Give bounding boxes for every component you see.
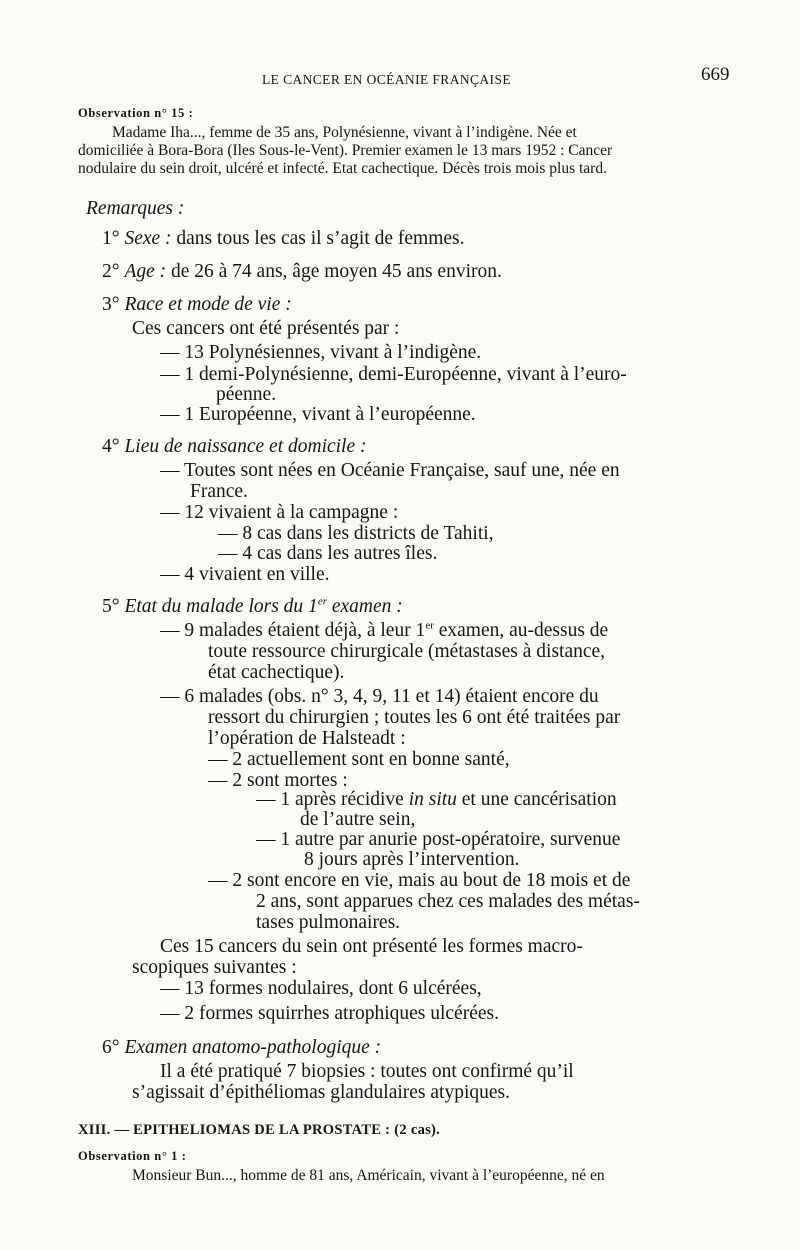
item-line: de l’autre sein,: [300, 809, 416, 830]
item-line: l’opération de Halsteadt :: [208, 728, 406, 749]
item-title: Examen anatomo-pathologique :: [124, 1037, 382, 1058]
item-line: — 9 malades étaient déjà, à leur 1er examen, au-dessus de: [160, 619, 609, 641]
observation-line: domiciliée à Bora-Bora (Iles Sous-le-Vent). Premier examen le 13 mars 1952 : Cancer: [78, 142, 613, 159]
observation-label: Observation n° 15 :: [78, 106, 194, 120]
item-line: — 1 demi-Polynésienne, demi-Européenne, vivant à l’euro-: [160, 364, 627, 385]
item-line: — 12 vivaient à la campagne :: [160, 502, 399, 523]
observation-line: nodulaire du sein droit, ulcéré et infecté. Etat cachectique. Décès trois mois plus tard.: [78, 160, 607, 177]
item-line: — 1 après récidive in situ et une cancérisation: [256, 789, 617, 810]
section-heading: XIII. — EPITHELIOMAS DE LA PROSTATE : (2 cas).: [78, 1122, 441, 1138]
remark-item: [102, 596, 403, 618]
item-title: Age :: [124, 261, 167, 282]
item-line: Ces 15 cancers du sein ont présenté les formes macro-: [160, 936, 583, 957]
item-line: 8 jours après l’intervention.: [304, 849, 520, 870]
item-line: ressort du chirurgien ; toutes les 6 ont été traitées par: [208, 707, 621, 728]
item-text: de 26 à 74 ans, âge moyen 45 ans environ.: [166, 261, 502, 282]
item-line: — 1 Européenne, vivant à l’européenne.: [160, 404, 476, 425]
item-number: 3°: [102, 294, 120, 315]
remark-item: [102, 294, 292, 316]
item-line: — 8 cas dans les districts de Tahiti,: [218, 523, 494, 544]
page-number: 669: [701, 64, 730, 85]
item-line: état cachectique).: [208, 662, 345, 683]
item-line: Il a été pratiqué 7 biopsies : toutes ont confirmé qu’il: [160, 1061, 574, 1082]
item-line: — 13 formes nodulaires, dont 6 ulcérées,: [160, 978, 482, 999]
item-number: 5°: [102, 596, 120, 617]
item-title: Sexe :: [124, 228, 172, 249]
item-line: s’agissait d’épithéliomas glandulaires atypiques.: [132, 1082, 510, 1103]
item-title: Etat du malade lors du 1er examen :: [124, 595, 403, 617]
item-line: 2 ans, sont apparues chez ces malades des métas-: [256, 891, 640, 912]
item-line: — 4 vivaient en ville.: [160, 564, 330, 585]
item-number: 6°: [102, 1037, 120, 1058]
item-line: — Toutes sont nées en Océanie Française, sauf une, née en: [160, 460, 620, 481]
item-line: péenne.: [216, 384, 277, 405]
observation-line: Madame Iha..., femme de 35 ans, Polynésienne, vivant à l’indigène. Née et: [112, 124, 577, 141]
running-title: LE CANCER EN OCÉANIE FRANÇAISE: [262, 72, 512, 87]
observation-line: Monsieur Bun..., homme de 81 ans, Américain, vivant à l’européenne, né en: [132, 1167, 605, 1184]
item-line: — 13 Polynésiennes, vivant à l’indigène.: [160, 342, 482, 363]
item-line: — 2 sont mortes :: [208, 770, 348, 791]
item-text: dans tous les cas il s’agit de femmes.: [171, 228, 465, 249]
item-line: toute ressource chirurgicale (métastases à distance,: [208, 641, 606, 662]
observation-label: Observation n° 1 :: [78, 1149, 187, 1163]
item-intro: Ces cancers ont été présentés par :: [132, 318, 400, 339]
item-line: — 6 malades (obs. n° 3, 4, 9, 11 et 14) étaient encore du: [160, 686, 599, 707]
remark-item: [102, 261, 502, 283]
remark-item: [102, 1037, 381, 1059]
item-line: — 2 formes squirrhes atrophiques ulcérées.: [160, 1003, 499, 1024]
item-line: France.: [190, 481, 248, 502]
item-line: — 4 cas dans les autres îles.: [218, 543, 438, 564]
item-number: 1°: [102, 228, 120, 249]
item-line: — 2 actuellement sont en bonne santé,: [208, 749, 510, 770]
item-line: scopiques suivantes :: [132, 957, 297, 978]
item-title: Lieu de naissance et domicile :: [124, 436, 367, 457]
remark-item: [102, 436, 367, 458]
item-line: — 2 sont encore en vie, mais au bout de 18 mois et de: [208, 870, 631, 891]
remark-item: [102, 228, 465, 250]
remarques-heading: Remarques :: [86, 198, 185, 219]
item-line: tases pulmonaires.: [256, 912, 401, 933]
item-number: 2°: [102, 261, 120, 282]
item-number: 4°: [102, 436, 120, 457]
item-line: — 1 autre par anurie post-opératoire, survenue: [256, 829, 621, 850]
item-title: Race et mode de vie :: [124, 294, 292, 315]
